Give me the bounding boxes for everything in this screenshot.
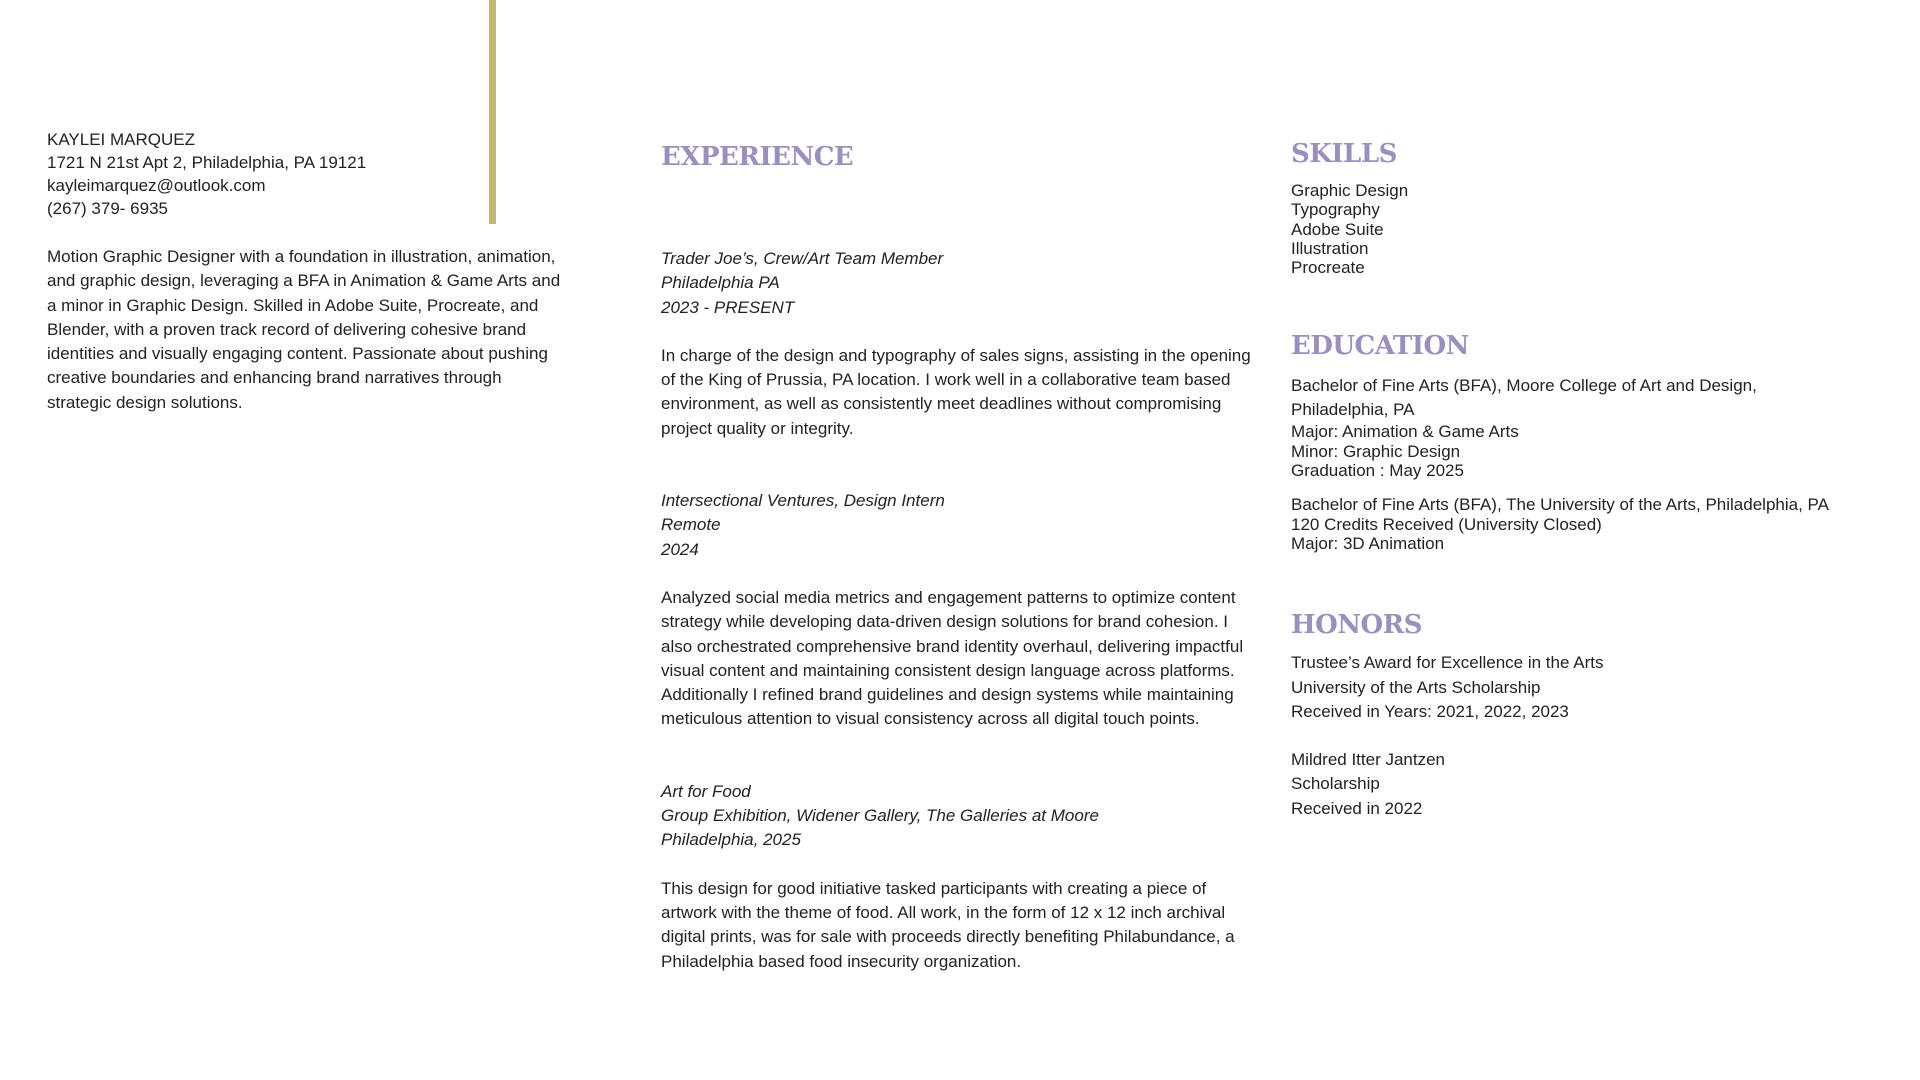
skill-item: Illustration: [1291, 238, 1369, 258]
education-detail: Graduation : May 2025: [1291, 461, 1464, 481]
job-entry: [661, 489, 1261, 732]
honor-line: Scholarship: [1291, 774, 1380, 794]
contact-email: kayleimarquez@outlook.com: [47, 176, 266, 195]
honor-line: Mildred Itter Jantzen: [1291, 750, 1446, 770]
honor-line: University of the Arts Scholarship: [1291, 677, 1541, 697]
contact-address: 1721 N 21st Apt 2, Philadelphia, PA 19121: [47, 153, 367, 172]
honors-heading: HONORS: [1291, 610, 1423, 641]
education-heading: EDUCATION: [1291, 331, 1469, 362]
profile-summary: Motion Graphic Designer with a foundation in illustration, animation, and graphic design, leveraging a BFA in Animation & Game Arts and a minor in Graphic Design. Skilled in Adobe Suite, Procreate, and Blender, with a proven track record of delivering cohesive brand identities and visually engaging content. Passionate about pushing creative boundaries and enhancing brand narratives through strategic design solutions.: [47, 247, 561, 412]
job-location: Remote: [661, 515, 721, 535]
skill-item: Procreate: [1291, 258, 1365, 278]
experience-heading: EXPERIENCE: [661, 142, 854, 172]
job-dates: 2024: [661, 539, 699, 559]
job-dates: 2023 - PRESENT: [661, 297, 795, 317]
education-section: [1291, 329, 1911, 553]
job-title: Art for Food: [661, 781, 751, 801]
job-description: In charge of the design and typography of sales signs, assisting in the opening of the King of Prussia, PA location. I work well in a collaborative team based environment, as well as consistently meet deadlines without compromising project quality or integrity.: [661, 345, 1251, 438]
honor-entry: [1291, 748, 1911, 821]
education-detail: Minor: Graphic Design: [1291, 441, 1461, 461]
contact-block: [47, 128, 567, 220]
experience-section: [661, 140, 1261, 974]
job-entry: [661, 247, 1261, 441]
skills-list: [1291, 181, 1911, 277]
skills-section: [1291, 137, 1911, 277]
job-description: This design for good initiative tasked participants with creating a piece of artwork with the theme of food. All work, in the form of 12 x 12 inch archival digital prints, was for sale with proceeds directly benefiting Philabundance, a Philadelphia based food insecurity organization.: [661, 878, 1235, 971]
honor-line: Received in Years: 2021, 2022, 2023: [1291, 701, 1569, 721]
honor-line: Received in 2022: [1291, 798, 1423, 818]
education-entry: [1291, 495, 1911, 553]
honors-section: [1291, 608, 1911, 821]
skill-item: Graphic Design: [1291, 181, 1409, 200]
honor-entry: [1291, 651, 1911, 724]
sidebar-right-column: [1291, 137, 1911, 821]
job-title: Intersectional Ventures, Design Intern: [661, 491, 945, 511]
education-degree: Bachelor of Fine Arts (BFA), The University of the Arts, Philadelphia, PA: [1291, 495, 1829, 515]
job-entry: [661, 780, 1261, 974]
education-detail: Major: Animation & Game Arts: [1291, 422, 1519, 442]
contact-phone: (267) 379- 6935: [47, 199, 168, 218]
skills-heading: SKILLS: [1291, 139, 1397, 169]
job-dates: Philadelphia, 2025: [661, 830, 801, 850]
education-degree: Bachelor of Fine Arts (BFA), Moore College of Art and Design, Philadelphia, PA: [1291, 376, 1757, 420]
job-title: Trader Joe’s, Crew/Art Team Member: [661, 249, 944, 268]
honor-line: Trustee’s Award for Excellence in the Arts: [1291, 653, 1604, 673]
contact-column: [47, 128, 567, 415]
education-entry: [1291, 374, 1911, 480]
job-description: Analyzed social media metrics and engagement patterns to optimize content strategy while developing data-driven design solutions for brand cohesion. I also orchestrated comprehensive brand identity overhaul, delivering impactful visual content and maintaining consistent design language across platforms. Additionally I refined brand guidelines and design systems while maintaining meticulous attention to visual consistency across all digital touch points.: [661, 587, 1244, 729]
education-detail: Major: 3D Animation: [1291, 533, 1445, 553]
skill-item: Adobe Suite: [1291, 219, 1384, 239]
job-location: Philadelphia PA: [661, 273, 780, 293]
job-location: Group Exhibition, Widener Gallery, The Galleries at Moore: [661, 806, 1099, 826]
education-detail: 120 Credits Received (University Closed): [1291, 514, 1602, 534]
skill-item: Typography: [1291, 200, 1380, 220]
contact-name: KAYLEI MARQUEZ: [47, 130, 195, 149]
